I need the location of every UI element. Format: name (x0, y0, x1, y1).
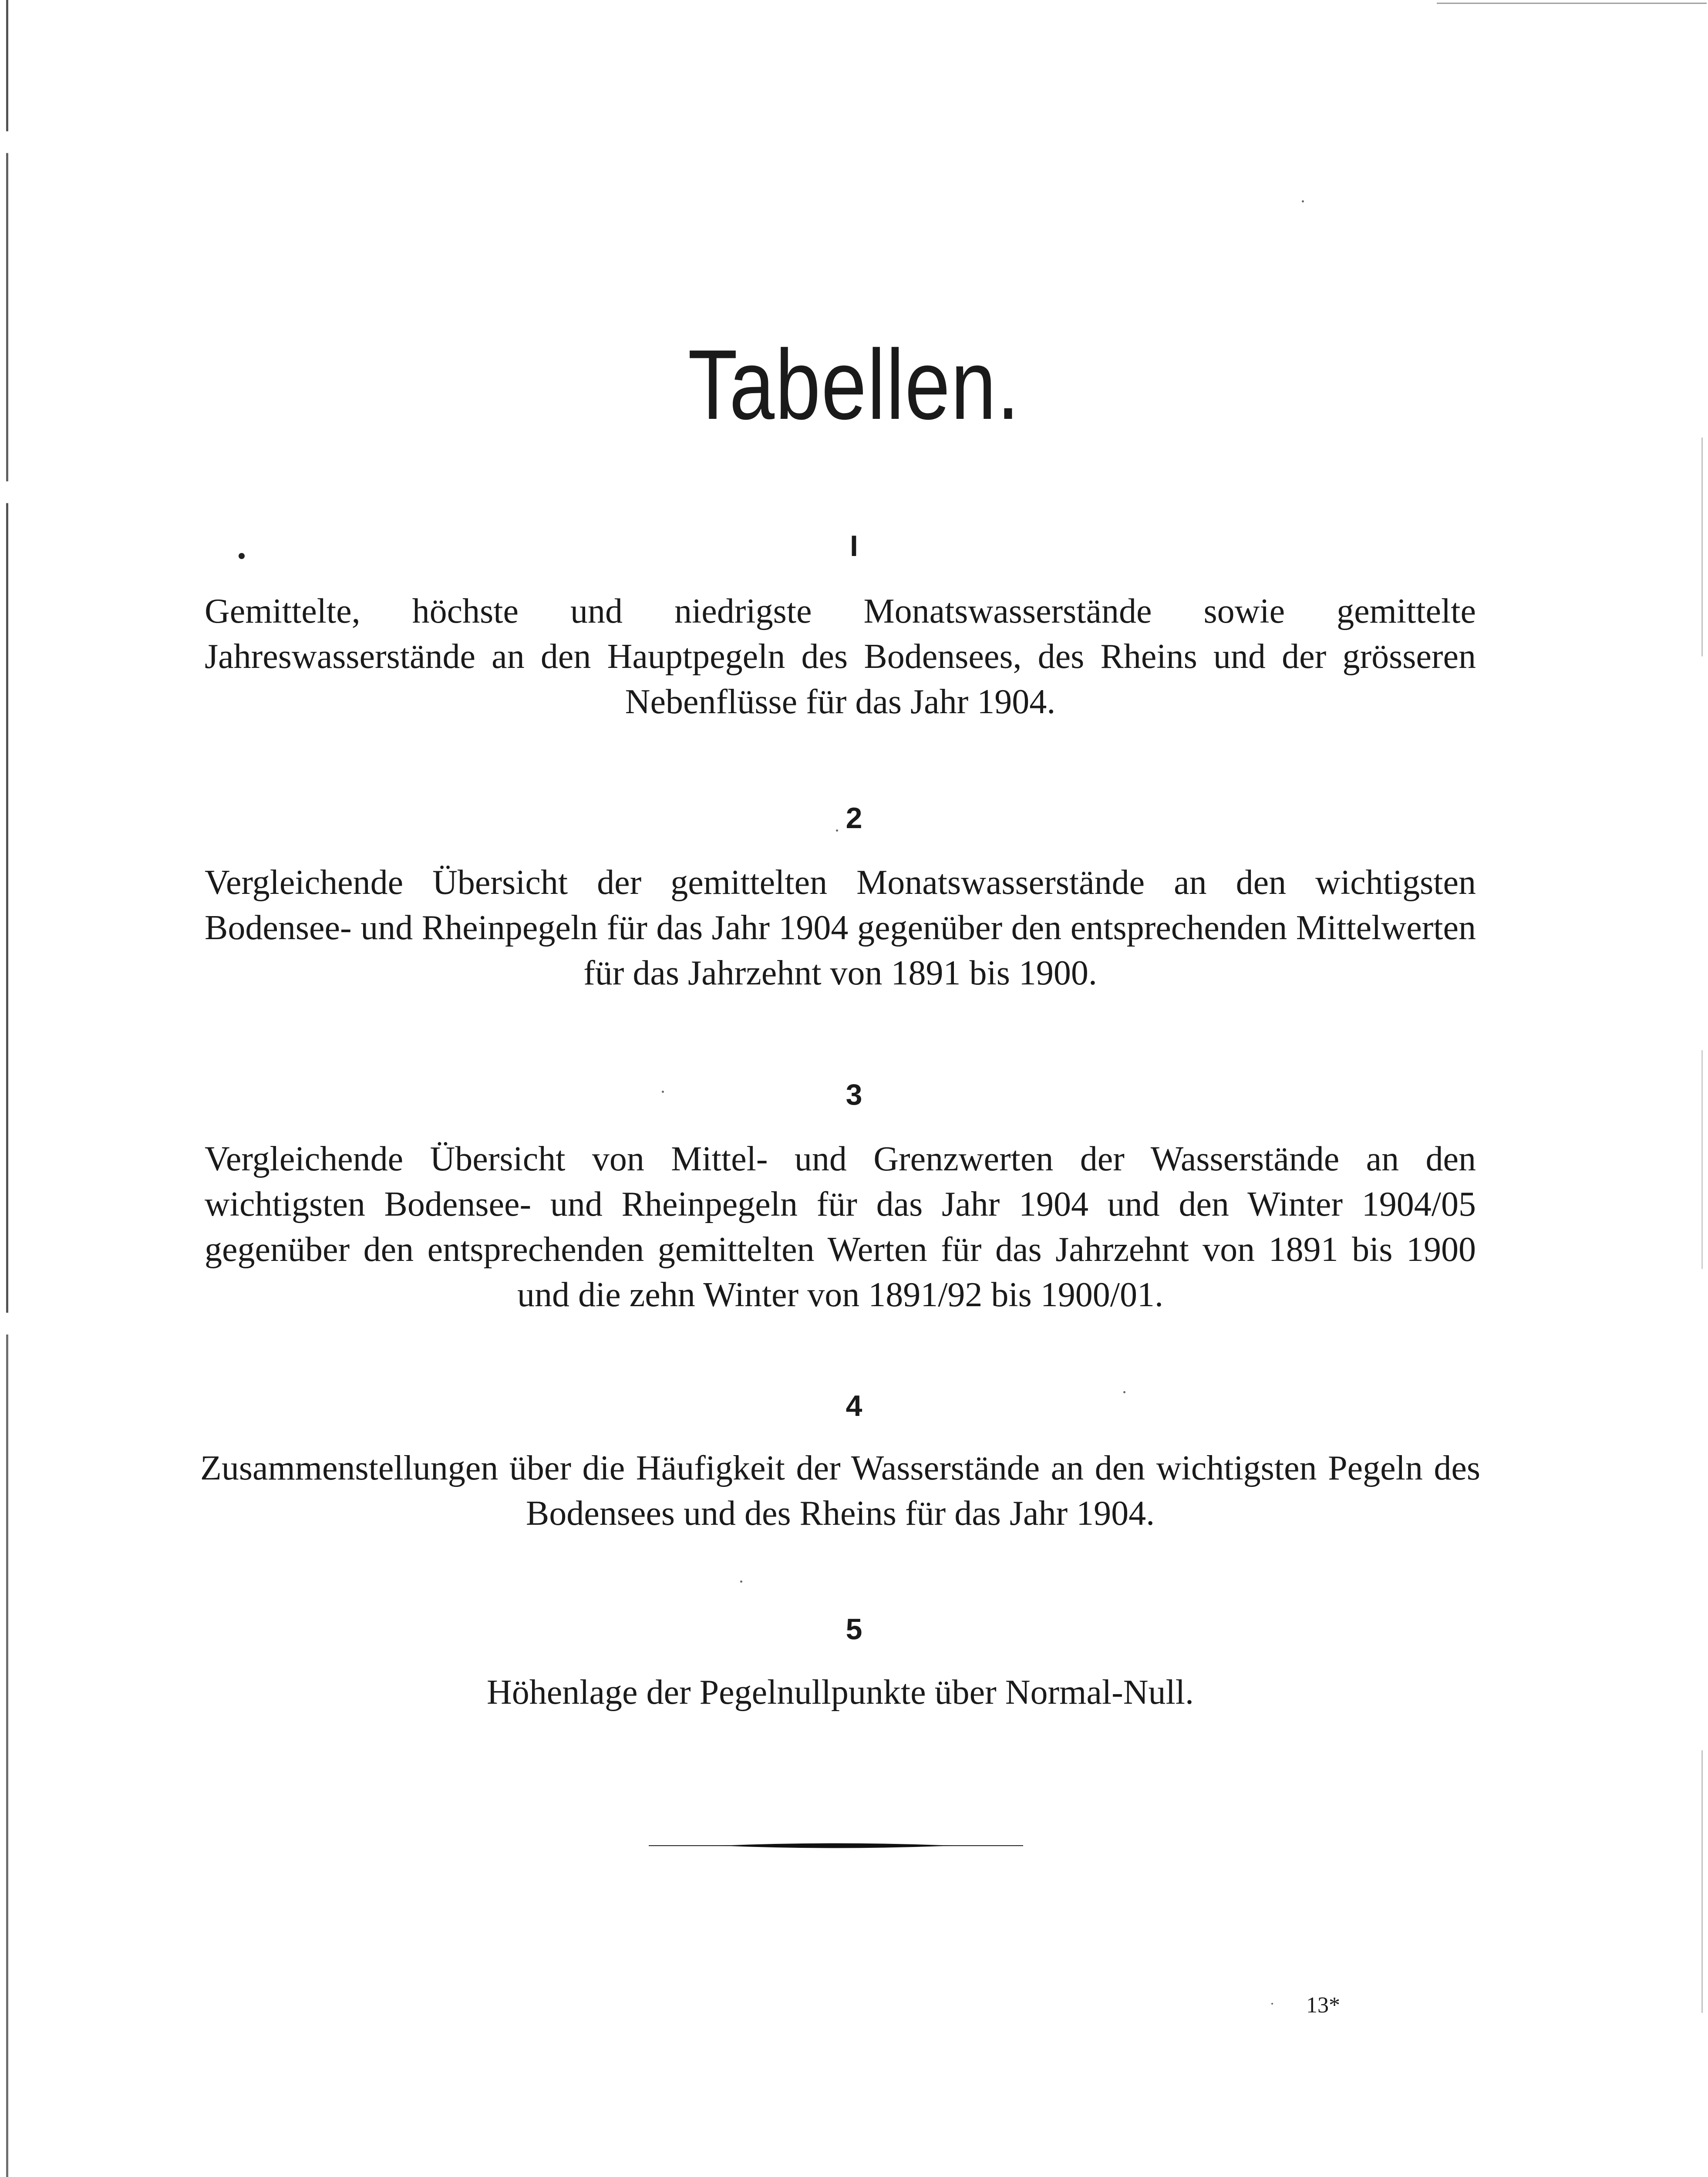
scan-speck (662, 1091, 664, 1093)
scan-edge-top (1437, 3, 1707, 4)
scan-speck (1123, 1391, 1125, 1393)
section-number: 4 (846, 1389, 862, 1422)
scan-speck (836, 829, 838, 832)
page-number: 13* (1306, 1993, 1340, 2018)
section-text: Vergleichende Übersicht der gemittelten Monatswasserstände an den wichtigsten Bodensee- und Rheinpegeln für das Jahr 1904 gegenüber den entsprechenden Mittelwerten für das Jahrzehnt von 1891 bis 1900. (205, 863, 1476, 992)
section-text: Zusammenstellungen über die Häufigkeit der Wasserstände an den wichtigsten Pegeln des Bodensees und des Rheins für das Jahr 1904. (200, 1449, 1480, 1533)
section-text: Höhenlage der Pegelnullpunkte über Normal-Null. (487, 1673, 1194, 1712)
section-number: 3 (846, 1078, 862, 1111)
section-number: 5 (846, 1613, 862, 1646)
page-title: Tabellen. (687, 330, 1021, 440)
section-text: Gemittelte, höchste und niedrigste Monatswasserstände sowie gemittelte Jahreswasserstände an den Hauptpegeln des Bodensees, des Rheins und der grösseren Nebenflüsse für das Jahr 1904. (205, 592, 1476, 721)
ornamental-rule (649, 1843, 1023, 1849)
scan-speck (1302, 200, 1304, 202)
scan-speck (1271, 2003, 1273, 2005)
scan-speck (740, 1581, 742, 1583)
section-number: 2 (846, 802, 862, 835)
section-number: I (850, 529, 858, 563)
section-text: Vergleichende Übersicht von Mittel- und Grenzwerten der Wasserstände an den wichtigsten Bodensee- und Rheinpegeln für das Jahr 1904 und den Winter 1904/05 gegenüber den entsprechenden gemittelten Werten für das Jahrzehnt von 1891 bis 1900 und die zehn Winter von 1891/92 bis 1900/01. (205, 1140, 1476, 1314)
